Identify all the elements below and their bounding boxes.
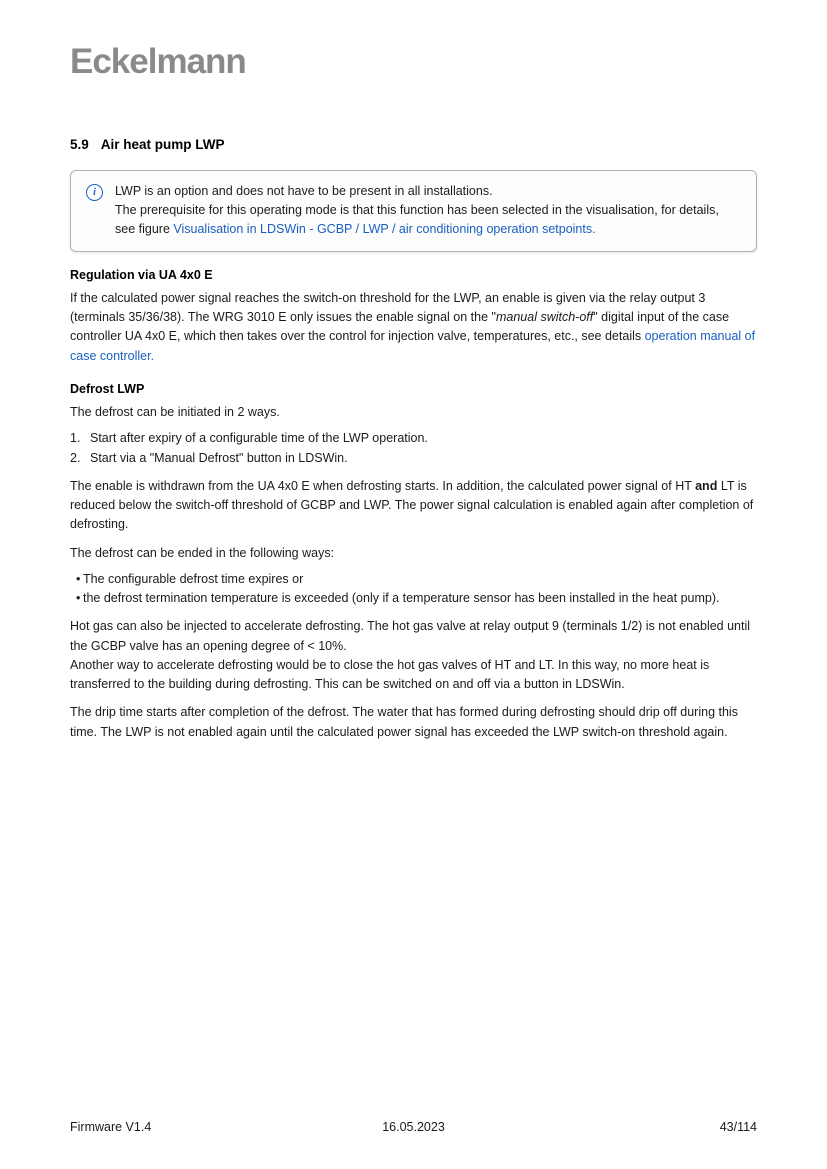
defrost-ended-intro: The defrost can be ended in the following ways: [70, 545, 335, 560]
eckelmann-logo: Eckelmann [70, 42, 246, 81]
info-box [70, 170, 757, 252]
list-item-number: 2. [70, 450, 81, 465]
enable-text-post: LT is reduced below the switch-off threshold of GCBP and LWP. The power signal calculation is enabled again after completion of defrosting. [70, 478, 754, 532]
info-icon: i [86, 184, 103, 201]
bullet-marker: • [76, 571, 81, 586]
hot-gas-paragraph [70, 617, 757, 694]
list-item-text: the defrost termination temperature is exceeded (only if a temperature sensor has been installed in the heat pump). [83, 591, 720, 606]
bullet-marker: • [76, 591, 81, 606]
info-box-line1: LWP is an option and does not have to be present in all installations. [115, 183, 493, 198]
page-footer [70, 1118, 757, 1137]
info-box-line2 [115, 201, 740, 240]
info-box-line2-text: The prerequisite for this operating mode is that this function has been selected in the visualisation, for details, see figure [115, 203, 719, 237]
list-item [70, 570, 757, 589]
case-controller-manual-link[interactable]: operation manual of case controller. [70, 329, 756, 363]
list-item [70, 589, 757, 608]
hot-gas-line1: Hot gas can also be injected to accelerate defrosting. The hot gas valve at relay output 9 (terminals 1/2) is not enabled until the GCBP valve has an opening degree of < 10%. [70, 619, 751, 653]
list-item-text: Start after expiry of a configurable time of the LWP operation. [90, 431, 428, 446]
defrost-intro: The defrost can be initiated in 2 ways. [70, 405, 280, 420]
section-number: 5.9 [70, 137, 89, 152]
list-item-text: The configurable defrost time expires or [83, 571, 304, 586]
regulation-heading: Regulation via UA 4x0 E [70, 267, 213, 282]
footer-date: 16.05.2023 [382, 1120, 445, 1134]
footer-firmware-version: Firmware V1.4 [70, 1120, 152, 1134]
list-item-number: 1. [70, 431, 81, 446]
section-heading [70, 135, 757, 156]
regulation-paragraph [70, 289, 757, 366]
hot-gas-line2: Another way to accelerate defrosting would be to close the hot gas valves of HT and LT. In this way, no more heat is transferred to the building during defrosting. This can be switched on and off via a button in LDSWin. [70, 657, 710, 692]
regulation-text-mid: " digital input of the case controller UA 4x0 E, which then takes over the control for injection valve, temperatures, etc., see details [70, 310, 730, 344]
manual-switch-off-term: manual switch-off [495, 310, 594, 325]
section-title: Air heat pump LWP [100, 137, 225, 152]
defrost-numbered-list [70, 429, 757, 468]
regulation-text-pre: If the calculated power signal reaches the switch-on threshold for the LWP, an enable is given via the relay output 3 (terminals 35/36/38). The WRG 3010 E only issues the enable signal on the " [70, 290, 706, 325]
defrost-bullet-list [70, 570, 757, 609]
list-item-text: Start via a "Manual Defrost" button in LDSWin. [90, 450, 348, 465]
drip-time-paragraph: The drip time starts after completion of the defrost. The water that has formed during defrosting should drip off during this time. The LWP is not enabled again until the calculated power signal has exceeded the LWP switch-on threshold again. [70, 705, 738, 739]
defrost-enable-paragraph [70, 477, 757, 535]
list-item [70, 429, 757, 448]
list-item [70, 449, 757, 468]
defrost-heading: Defrost LWP [70, 381, 145, 396]
footer-page-number: 43/114 [719, 1120, 757, 1134]
and-emphasis: and [695, 478, 718, 493]
visualisation-figure-link[interactable]: Visualisation in LDSWin - GCBP / LWP / air conditioning operation setpoints. [173, 222, 596, 237]
enable-text-pre: The enable is withdrawn from the UA 4x0 E when defrosting starts. In addition, the calculated power signal of HT [70, 478, 696, 493]
